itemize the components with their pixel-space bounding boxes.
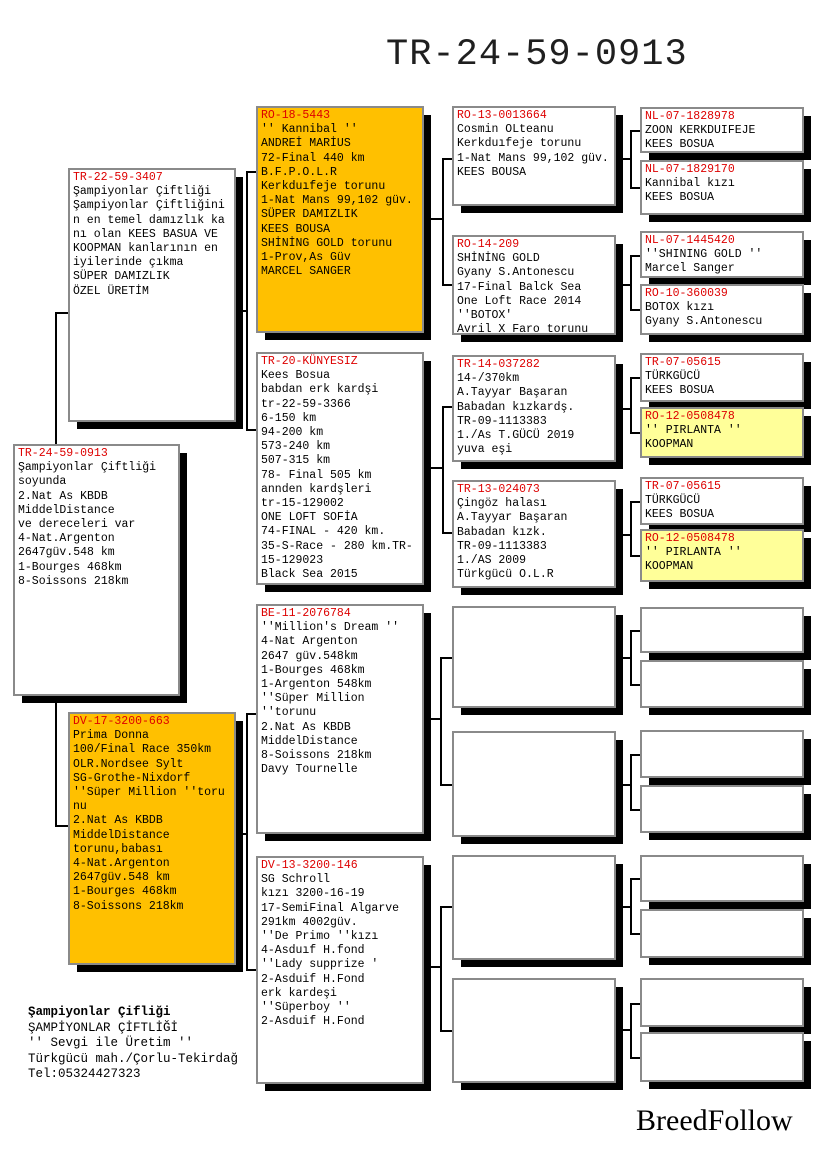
connector-line [630,377,632,434]
pedigree-text-line: tr-15-129002 [261,497,344,511]
connector-line [442,158,452,160]
pedigree-text-line: 573-240 km [261,440,331,454]
pedigree-box-empty [640,1032,804,1082]
connector-line [424,966,440,968]
pedigree-text-line: MiddelDistance [261,734,358,748]
pedigree-text-line: SÜPER DAMIZLIK [73,270,170,284]
pedigree-box-NL-07-1828978 [640,107,804,153]
pedigree-text-line: 1-Bourges 468km [73,885,177,899]
pedigree-text-line: '' PIRLANTA '' [645,424,742,438]
pedigree-text-line: One Loft Race 2014 [457,294,582,308]
loft-motto: '' Sevgi ile Üretim '' [28,1036,194,1051]
pedigree-box-TR-07-05615 [640,353,804,402]
pedigree-text-line: MiddelDistance [73,828,170,842]
pedigree-text-line: Gyany S.Antonescu [457,266,575,280]
pedigree-text-line: 1-Nat Mans 99,102 güv. [261,194,413,208]
connector-line [424,467,442,469]
pedigree-text-line: SG Schroll [261,873,331,887]
pedigree-text-line: nı olan KEES BASUA VE [73,227,218,241]
pedigree-box-DV-17-3200-663 [68,712,236,965]
connector-line [616,408,630,410]
connector-line [440,906,442,1032]
connector-line [616,284,630,286]
connector-line [630,809,640,811]
pedigree-box-empty [640,978,804,1027]
pedigree-text-line: ZOON KERKDUIFEJE [645,124,756,138]
connector-line [442,406,444,534]
ring-number: TR-20-KÜNYESIZ [261,355,358,368]
pedigree-text-line: 74-FINAL - 420 km. [261,525,386,539]
ring-number: RO-10-360039 [645,287,728,300]
connector-line [616,784,630,786]
connector-line [246,171,248,431]
pedigree-box-empty [640,730,804,778]
pedigree-text-line: ''torunu [261,706,317,720]
pedigree-box-RO-13-0013664 [452,106,616,206]
ring-number: TR-07-05615 [645,480,721,493]
pedigree-text-line: tr-22-59-3366 [261,397,351,411]
pedigree-text-line: MARCEL SANGER [261,265,351,279]
pedigree-text-line: SG-Grothe-Nixdorf [73,771,191,785]
pedigree-text-line: A.Tayyar Başaran [457,386,568,400]
pedigree-text-line: ANDREİ MARİUS [261,137,351,151]
pedigree-text-line: Gyany S.Antonescu [645,315,763,329]
pedigree-text-line: 100/Final Race 350km [73,743,212,757]
pedigree-text-line: 1-Bourges 468km [261,663,365,677]
pedigree-text-line: Babadan kızkardş. [457,400,575,414]
loft-name: Şampiyonlar Çifliği [28,1005,171,1019]
pedigree-text-line: 2647güv.548 km [18,546,115,560]
pedigree-box-empty [640,660,804,708]
connector-line [630,501,640,503]
pedigree-box-empty [640,785,804,833]
connector-line [440,906,452,908]
pedigree-text-line: babdan erk kardşi [261,383,379,397]
connector-line [440,1030,452,1032]
pedigree-text-line: Kees Bosua [261,369,331,383]
connector-line [630,130,640,132]
pedigree-box-empty [640,855,804,902]
connector-line [630,878,640,880]
pedigree-text-line: KEES BOSUA [645,384,715,398]
pedigree-text-line: 1./As T.GÜCÜ 2019 [457,429,575,443]
breedfollow-logo: BreedFollow [636,1104,793,1137]
pedigree-text-line: MiddelDistance [18,503,115,517]
ring-number: TR-22-59-3407 [73,171,163,184]
ring-number: TR-13-024073 [457,483,540,496]
pedigree-text-line: 507-315 km [261,454,331,468]
pedigree-box-RO-10-360039 [640,284,804,335]
ring-number: RO-14-209 [457,238,520,251]
pedigree-box-NL-07-1829170 [640,160,804,215]
connector-line [630,432,640,434]
connector-line [630,1003,632,1059]
connector-line [630,555,640,557]
pedigree-box-DV-13-3200-146 [256,856,424,1084]
pedigree-text-line: ''Süper Million [261,692,365,706]
ring-number: RO-12-0508478 [645,532,735,545]
connector-line [440,657,452,659]
connector-line [440,657,442,786]
pedigree-text-line: 2.Nat As KBDB [73,814,163,828]
pedigree-text-line: Türkgücü O.L.R [457,568,554,582]
pedigree-text-line: '' PIRLANTA '' [645,546,742,560]
pedigree-text-line: erk kardeşi [261,986,337,1000]
connector-line [616,657,630,659]
connector-line [440,784,452,786]
pedigree-text-line: BOTOX kızı [645,301,715,315]
connector-line [442,158,444,286]
ring-number: DV-17-3200-663 [73,715,170,728]
pedigree-text-line: 2647 güv.548km [261,649,358,663]
pedigree-text-line: KEES BOUSA [261,222,331,236]
connector-line [236,310,246,312]
connector-line [630,754,640,756]
ring-number: RO-13-0013664 [457,109,547,122]
ring-number: TR-24-59-0913 [18,447,108,460]
connector-line [630,255,640,257]
ring-number: NL-07-1829170 [645,163,735,176]
pedigree-text-line: TR-09-1113383 [457,539,547,553]
pedigree-box-empty [452,855,616,960]
pedigree-text-line: Kerkduıfeje torunu [457,137,582,151]
connector-line [616,906,630,908]
connector-line [630,187,640,189]
loft-address: Türkgücü mah./Çorlu-Tekirdağ [28,1051,239,1066]
connector-line [630,878,632,935]
pedigree-text-line: KEES BOUSA [457,165,527,179]
pedigree-box-empty [452,978,616,1083]
pedigree-text-line: 2.Nat As KBDB [18,489,108,503]
pedigree-text-line: 8-Soissons 218km [73,899,184,913]
pedigree-text-line: ''Süper Million ''toru [73,786,225,800]
connector-line [442,406,452,408]
pedigree-box-empty [640,607,804,653]
pedigree-box-TR-14-037282 [452,355,616,462]
pedigree-box-empty [640,909,804,958]
pedigree-text-line: 14-/370km [457,372,520,386]
pedigree-box-RO-14-209 [452,235,616,335]
connector-line [630,933,640,935]
connector-line [630,684,640,686]
pedigree-box-TR-22-59-3407 [68,168,236,422]
pedigree-text-line: Davy Tournelle [261,763,358,777]
pedigree-text-line: 17-Final Balck Sea [457,280,582,294]
pedigree-text-line: Prima Donna [73,729,149,743]
pedigree-text-line: 4-Nat.Argenton [73,857,170,871]
pedigree-text-line: 1-Argenton 548km [261,678,372,692]
pedigree-text-line: nu [73,800,87,814]
pedigree-text-line: 72-Final 440 km [261,151,365,165]
ring-number: TR-07-05615 [645,356,721,369]
pedigree-text-line: yuva eşi [457,443,513,457]
pedigree-text-line: KOOPMAN [645,438,694,452]
connector-line [630,130,632,189]
pedigree-text-line: Babadan kızk. [457,525,547,539]
connector-line [246,713,248,971]
pedigree-text-line: SHİNİNG GOLD torunu [261,236,393,250]
connector-line [630,630,640,632]
pedigree-text-line: A.Tayyar Başaran [457,511,568,525]
connector-line [246,969,256,971]
pedigree-text-line: n en temel damızlık ka [73,213,225,227]
pedigree-text-line: 15-129023 [261,553,324,567]
pedigree-text-line: 1./AS 2009 [457,554,527,568]
loft-name-caps: ŞAMPİYONLAR ÇİFTLİĞİ [28,1020,179,1035]
connector-line [630,501,632,557]
connector-line [616,1029,630,1031]
pedigree-text-line: ONE LOFT SOFİA [261,511,358,525]
pedigree-box-RO-12-0508478 [640,529,804,582]
connector-line [630,630,632,686]
pedigree-text-line: SÜPER DAMIZLIK [261,208,358,222]
connector-line [246,171,256,173]
pedigree-text-line: ''SHINING GOLD '' [645,248,763,262]
page-title: TR-24-59-0913 [386,34,688,76]
ring-number: DV-13-3200-146 [261,859,358,872]
pedigree-text-line: Şampiyonlar Çiftliğini [73,199,225,213]
connector-line [424,218,442,220]
pedigree-text-line: TÜRKGÜCÜ [645,370,701,384]
pedigree-text-line: 35-S-Race - 280 km.TR- [261,539,413,553]
pedigree-box-TR-24-59-0913 [13,444,180,696]
pedigree-text-line: 1-Prov,As Güv [261,251,351,265]
ring-number: RO-12-0508478 [645,410,735,423]
pedigree-text-line: ÖZEL ÜRETİM [73,284,149,298]
connector-line [616,534,630,536]
pedigree-text-line: 2647güv.548 km [73,871,170,885]
pedigree-text-line: KOOPMAN kanlarının en [73,242,218,256]
pedigree-text-line: Marcel Sanger [645,262,735,276]
connector-line [630,754,632,811]
pedigree-text-line: 78- Final 505 km [261,468,372,482]
pedigree-text-line: KEES BOSUA [645,191,715,205]
pedigree-box-RO-12-0508478 [640,407,804,458]
pedigree-box-NL-07-1445420 [640,231,804,278]
pedigree-text-line: kızı 3200-16-19 [261,887,365,901]
pedigree-text-line: 291km 4002güv. [261,915,358,929]
pedigree-text-line: torunu,babası [73,842,163,856]
ring-number: TR-14-037282 [457,358,540,371]
pedigree-text-line: ''Million's Dream '' [261,621,400,635]
pedigree-text-line: 1-Nat Mans 99,102 güv. [457,151,609,165]
pedigree-box-empty [452,731,616,837]
pedigree-text-line: 2-Asduif H.Fond [261,972,365,986]
connector-line [424,718,440,720]
connector-line [630,255,632,311]
pedigree-text-line: Çingöz halası [457,497,547,511]
pedigree-text-line: 4-Nat.Argenton [18,532,115,546]
pedigree-box-TR-20-KÜNYESIZ [256,352,424,585]
pedigree-box-TR-13-024073 [452,480,616,588]
loft-phone: Tel:05324427323 [28,1067,141,1082]
pedigree-text-line: TR-09-1113383 [457,414,547,428]
pedigree-text-line: KEES BOSUA [645,508,715,522]
pedigree-text-line: 8-Soissons 218km [18,574,129,588]
pedigree-text-line: 1-Bourges 468km [18,560,122,574]
pedigree-text-line: 6-150 km [261,411,317,425]
connector-line [442,532,452,534]
pedigree-text-line: Avril X Faro torunu [457,323,589,335]
pedigree-box-RO-18-5443 [256,106,424,333]
pedigree-text-line: 17-SemiFinal Algarve [261,901,400,915]
connector-line [630,309,640,311]
pedigree-text-line: Cosmin OLteanu [457,123,554,137]
connector-line [616,158,630,160]
pedigree-text-line: Kerkduıfeje torunu [261,180,386,194]
connector-line [630,1057,640,1059]
pedigree-text-line: soyunda [18,475,67,489]
pedigree-text-line: SHİNİNG GOLD [457,252,540,266]
ring-number: NL-07-1828978 [645,110,735,123]
pedigree-text-line: iyilerinde çıkma [73,256,184,270]
pedigree-text-line: Şampiyonlar Çiftliği [18,461,157,475]
pedigree-text-line: KEES BOSUA [645,138,715,152]
pedigree-text-line: 8-Soissons 218km [261,749,372,763]
pedigree-text-line: Kannibal kızı [645,177,735,191]
pedigree-text-line: TÜRKGÜCÜ [645,494,701,508]
pedigree-box-empty [452,606,616,708]
pedigree-text-line: '' Kannibal '' [261,123,358,137]
connector-line [630,1003,640,1005]
pedigree-text-line: 2.Nat As KBDB [261,720,351,734]
pedigree-text-line: ve dereceleri var [18,518,136,532]
connector-line [246,713,256,715]
connector-line [630,377,640,379]
pedigree-box-TR-07-05615 [640,477,804,525]
pedigree-text-line: annden kardşleri [261,482,372,496]
pedigree-text-line: ''Lady supprize ' [261,958,379,972]
pedigree-text-line: 4-Nat Argenton [261,635,358,649]
ring-number: BE-11-2076784 [261,607,351,620]
ring-number: NL-07-1445420 [645,234,735,247]
pedigree-text-line: ''Süperboy '' [261,1001,351,1015]
ring-number: RO-18-5443 [261,109,331,122]
pedigree-text-line: Black Sea 2015 [261,568,358,582]
pedigree-text-line: KOOPMAN [645,560,694,574]
pedigree-text-line: 4-Asduıf H.fond [261,944,365,958]
pedigree-text-line: 2-Asduif H.Fond [261,1015,365,1029]
connector-line [442,284,452,286]
pedigree-text-line: Şampiyonlar Çiftliği [73,185,212,199]
pedigree-text-line: B.F.P.O.L.R [261,165,337,179]
loft-info [28,1005,238,1083]
connector-line [236,833,246,835]
pedigree-text-line: OLR.Nordsee Sylt [73,757,184,771]
pedigree-text-line: ''BOTOX' [457,309,513,323]
connector-line [246,429,256,431]
pedigree-box-BE-11-2076784 [256,604,424,834]
pedigree-text-line: 94-200 km [261,426,324,440]
pedigree-text-line: ''De Primo ''kızı [261,930,379,944]
